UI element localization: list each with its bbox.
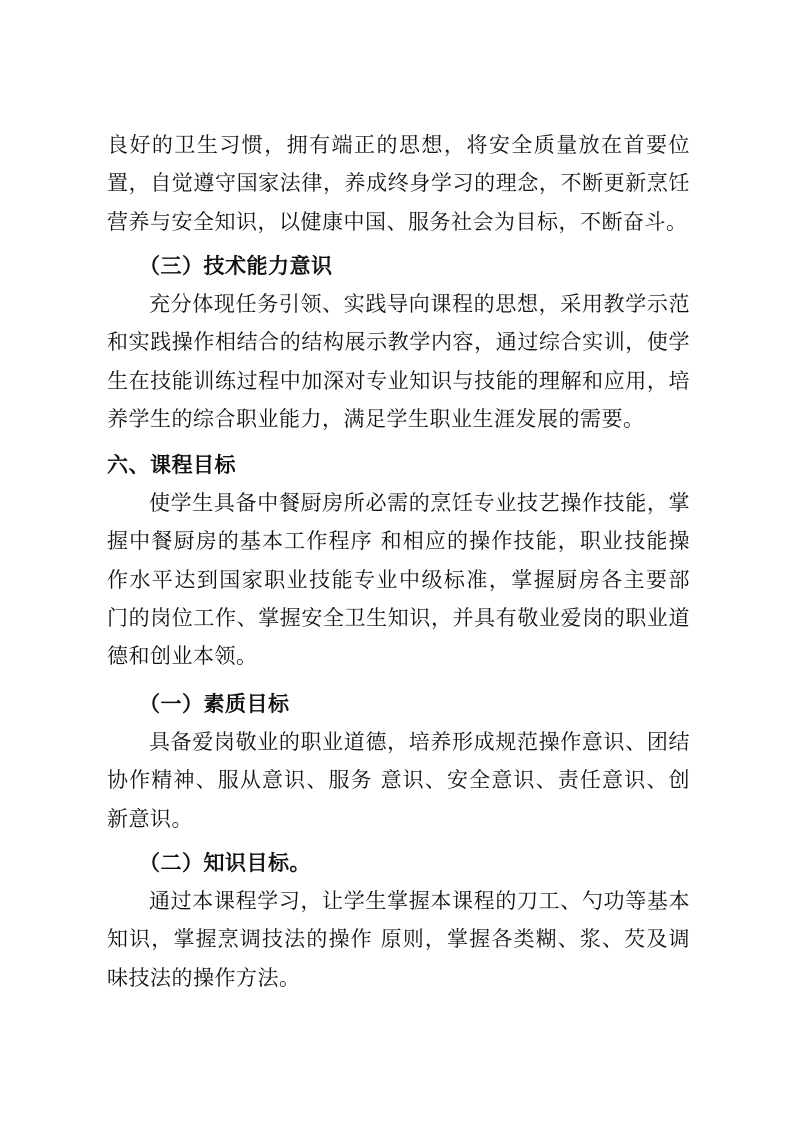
section-heading-technical-ability: （三）技术能力意识: [139, 253, 333, 278]
quality-goals-paragraph: 具备爱岗敬业的职业道德，培养形成规范操作意识、团结协作精神、服从意识、服务 意识、安全意识、责任意识、创新意识。: [107, 730, 690, 831]
continued-paragraph: 良好的卫生习惯，拥有端正的思想，将安全质量放在首要位置，自觉遵守国家法律，养成终身学习的理念，不断更新烹饪营养与安全知识，以健康中国、服务社会为目标，不断奋斗。: [107, 133, 690, 234]
knowledge-goals-paragraph: 通过本课程学习，让学生掌握本课程的刀工、勺功等基本知识，掌握烹调技法的操作 原则，掌握各类糊、浆、芡及调味技法的操作方法。: [107, 889, 690, 990]
section-heading-course-goals: 六、课程目标: [107, 452, 236, 477]
technical-ability-paragraph: 充分体现任务引领、实践导向课程的思想，采用教学示范和实践操作相结合的结构展示教学内容，通过综合实训，使学生在技能训练过程中加深对专业知识与技能的理解和应用，培养学生的综合职业能力，满足学生职业生涯发展的需要。: [107, 292, 690, 431]
course-goals-paragraph: 使学生具备中餐厨房所必需的烹饪专业技艺操作技能，掌握中餐厨房的基本工作程序 和相应的操作技能，职业技能操作水平达到国家职业技能专业中级标准，掌握厨房各主要部 门的岗位工作、掌握安全卫生知识，并具有敬业爱岗的职业道德和创业本领。: [107, 491, 690, 669]
section-heading-knowledge-goals: （二）知识目标。: [139, 850, 311, 875]
section-heading-quality-goals: （一）素质目标: [139, 691, 290, 716]
